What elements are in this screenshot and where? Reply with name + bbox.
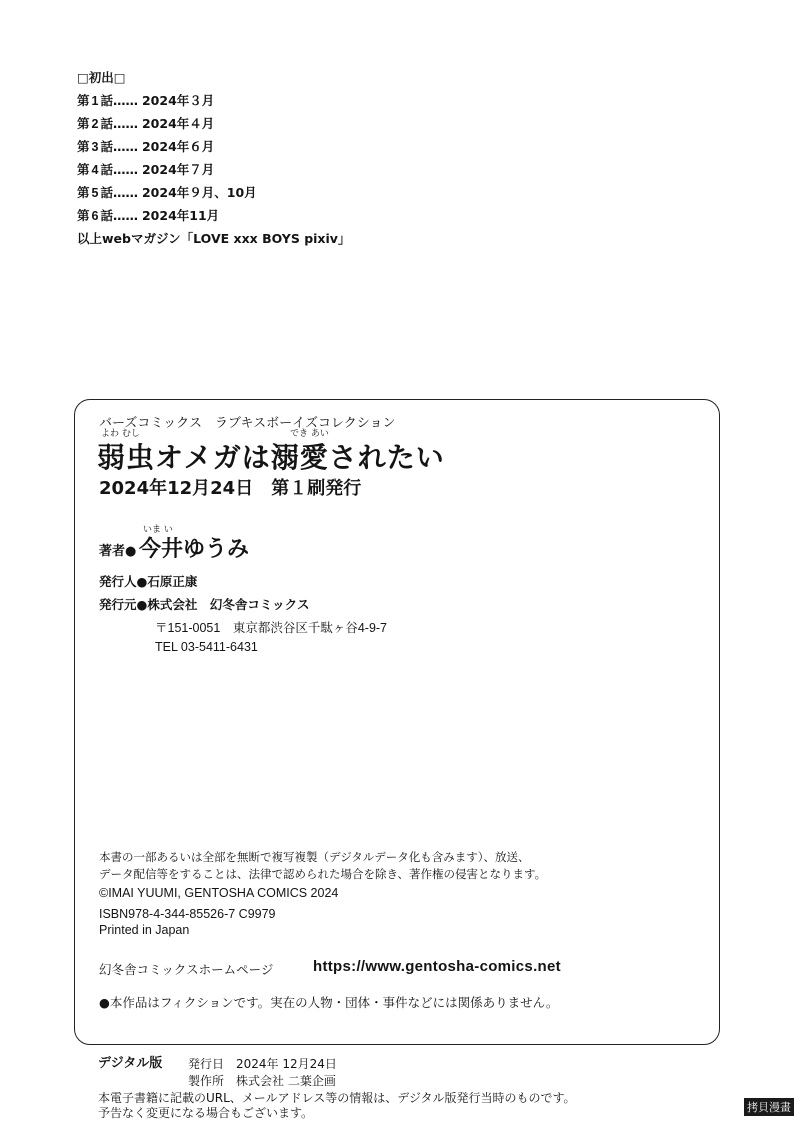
first-publication-heading: □初出□ bbox=[77, 70, 126, 85]
first-publication-dots: …… bbox=[112, 185, 138, 200]
book-title: 弱虫オメガは溺愛されたい bbox=[97, 441, 445, 474]
homepage-url[interactable]: https://www.gentosha-comics.net bbox=[313, 958, 561, 975]
copyright-notice-line-1: 本書の一部あるいは全部を無断で複写複製（デジタルデータ化も含みます）、放送、 bbox=[99, 850, 530, 864]
issue-date: 2024年 12月24日 bbox=[236, 1057, 337, 1071]
first-publication-dots: …… bbox=[112, 162, 138, 177]
first-publication-item bbox=[77, 135, 350, 158]
first-publication-list bbox=[77, 66, 350, 250]
first-publication-num: 6 bbox=[91, 209, 99, 223]
issue-date-label: 発行日 bbox=[188, 1057, 225, 1071]
first-publication-num: 1 bbox=[91, 94, 99, 108]
isbn-line: ISBN978-4-344-85526-7 C9979 bbox=[99, 907, 276, 921]
copyright-notice-line-2: データ配信等をすることは、法律で認められた場合を除き、著作権の侵害となります。 bbox=[99, 867, 547, 881]
printed-in-line: Printed in Japan bbox=[99, 923, 190, 937]
first-publication-prefix: 第 bbox=[77, 185, 90, 200]
first-publication-num: 2 bbox=[91, 117, 99, 131]
first-publication-num: 5 bbox=[91, 186, 99, 200]
first-publication-date: 2024年６月 bbox=[141, 139, 215, 154]
first-publication-dots: …… bbox=[112, 139, 138, 154]
digital-edition-label: デジタル版 bbox=[98, 1056, 163, 1071]
title-ruby-dekiai: でき あい bbox=[290, 429, 329, 439]
series-label: バーズコミックス ラブキスボーイズコレクション bbox=[99, 416, 396, 431]
title-ruby-yowamushi: よわ むし bbox=[101, 429, 140, 439]
first-publication-suffix: 話 bbox=[100, 185, 113, 200]
first-publication-item bbox=[77, 89, 350, 112]
first-publication-date: 2024年３月 bbox=[141, 93, 215, 108]
copyright-line: ©IMAI YUUMI, GENTOSHA COMICS 2024 bbox=[99, 886, 339, 900]
maker-label: 製作所 bbox=[188, 1074, 225, 1088]
first-publication-date: 2024年11月 bbox=[141, 208, 220, 223]
digital-note-line-1: 本電子書籍に記載のURL、メールアドレス等の情報は、デジタル版発行当時のものです。 bbox=[98, 1091, 576, 1105]
first-publication-date: 2024年７月 bbox=[141, 162, 215, 177]
digital-note-line-2: 予告なく変更になる場合もございます。 bbox=[98, 1106, 314, 1120]
first-publication-suffix: 話 bbox=[100, 139, 113, 154]
first-publication-date: 2024年４月 bbox=[141, 116, 215, 131]
first-publication-suffix: 話 bbox=[100, 116, 113, 131]
publisher-company: 発行元●株式会社 幻冬舎コミックス bbox=[99, 597, 310, 612]
first-publication-footer: 以上webマガジン「LOVE xxx BOYS pixiv」 bbox=[77, 231, 351, 246]
watermark-label: 拷貝漫畫 bbox=[744, 1098, 794, 1116]
first-publication-date: 2024年９月、10月 bbox=[141, 185, 257, 200]
author-label: 著者● bbox=[99, 544, 137, 559]
first-publication-num: 3 bbox=[91, 140, 99, 154]
first-publication-suffix: 話 bbox=[100, 208, 113, 223]
first-publication-item bbox=[77, 204, 350, 227]
first-publication-dots: …… bbox=[112, 93, 138, 108]
author-name: 今井ゆうみ bbox=[139, 537, 250, 562]
first-publication-prefix: 第 bbox=[77, 139, 90, 154]
first-publication-num: 4 bbox=[91, 163, 99, 177]
homepage-label: 幻冬舎コミックスホームページ bbox=[99, 962, 274, 977]
publisher-address: 〒151-0051 東京都渋谷区千駄ヶ谷4-9-7 bbox=[155, 621, 388, 635]
first-publication-dots: …… bbox=[112, 208, 138, 223]
maker-name: 株式会社 二葉企画 bbox=[236, 1074, 336, 1088]
first-publication-dots: …… bbox=[112, 116, 138, 131]
first-publication-suffix: 話 bbox=[100, 93, 113, 108]
first-publication-prefix: 第 bbox=[77, 116, 90, 131]
publisher-person: 発行人●石原正康 bbox=[99, 574, 198, 589]
colophon-box bbox=[74, 399, 720, 1045]
edition-date: 2024年12月24日 第１刷発行 bbox=[99, 478, 362, 499]
first-publication-item bbox=[77, 158, 350, 181]
first-publication-item bbox=[77, 112, 350, 135]
first-publication-item bbox=[77, 181, 350, 204]
first-publication-prefix: 第 bbox=[77, 208, 90, 223]
first-publication-suffix: 話 bbox=[100, 162, 113, 177]
publisher-tel: TEL 03-5411-6431 bbox=[155, 640, 258, 654]
first-publication-prefix: 第 bbox=[77, 162, 90, 177]
first-publication-prefix: 第 bbox=[77, 93, 90, 108]
author-ruby: いま い bbox=[143, 525, 173, 535]
fiction-notice: ●本作品はフィクションです。実在の人物・団体・事件などには関係ありません。 bbox=[99, 995, 559, 1010]
